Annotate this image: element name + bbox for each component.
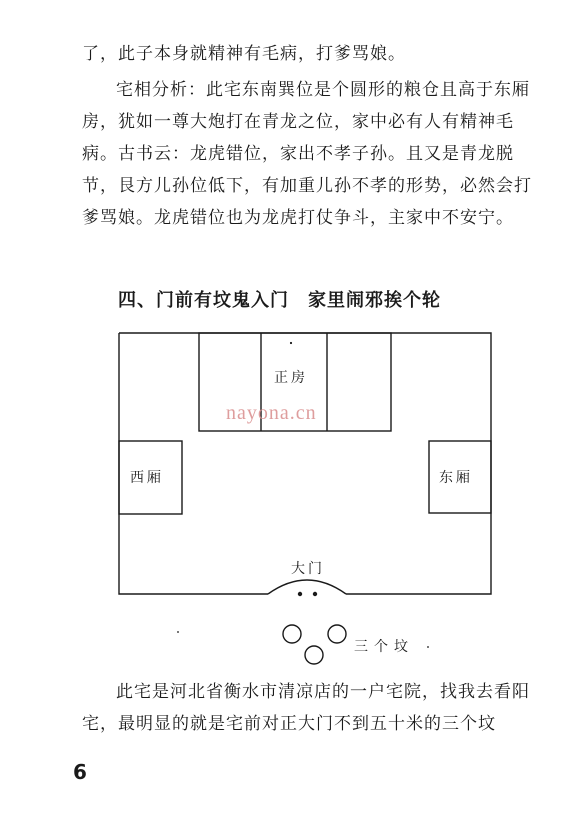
main-house-dot-mark: [290, 342, 292, 344]
gate-post-left: [298, 592, 302, 596]
graves-label: 三个坟: [354, 639, 414, 655]
main-house-label: 正房: [274, 370, 308, 386]
paragraph-case-intro: 此宅是河北省衡水市清凉店的一户宅院，找我去看阳宅，最明显的就是宅前对正大门不到五十米的三个坟: [82, 682, 530, 734]
gate-label: 大门: [291, 561, 325, 577]
page-number: 6: [73, 760, 87, 784]
stray-dot-mark: [177, 631, 179, 633]
grave-circle-left: [283, 625, 301, 643]
gate-arch: [268, 580, 346, 594]
gate-post-right: [313, 592, 317, 596]
grave-label-dot-mark: [427, 646, 429, 648]
west-wing-label: 西厢: [130, 470, 164, 486]
grave-circle-bottom: [305, 646, 323, 664]
paragraph-house-analysis: 宅相分析：此宅东南巽位是个圆形的粮仓且高于东厢房，犹如一尊大炮打在青龙之位，家中必有人有精神毛病。古书云：龙虎错位，家出不孝子孙。且又是青龙脱节，艮方儿孙位低下，有加重儿孙不孝的形势，必然会打爹骂娘。龙虎错位也为龙虎打仗争斗，主家中不安宁。: [82, 80, 532, 228]
grave-circle-right: [328, 625, 346, 643]
section-title: 四、门前有坟鬼入门 家里闹邪挨个轮: [118, 290, 441, 311]
east-wing-label: 东厢: [439, 470, 473, 486]
watermark-text: nayona.cn: [226, 402, 317, 424]
paragraph-continuation: 了，此子本身就精神有毛病，打爹骂娘。: [82, 44, 406, 64]
